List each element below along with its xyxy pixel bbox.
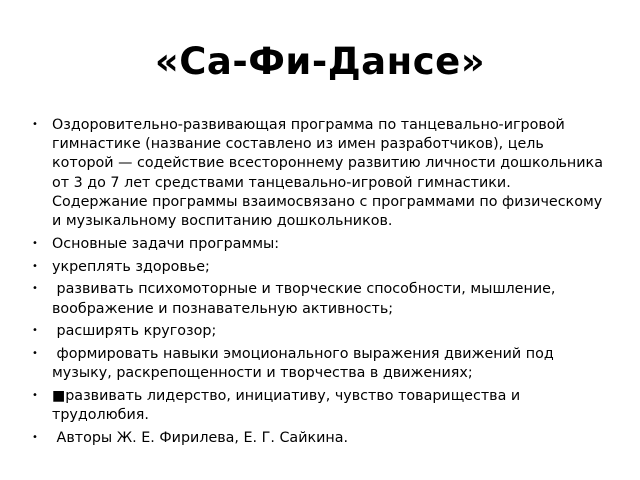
bullet-dot-icon: • xyxy=(32,260,38,272)
bullet-text: Основные задачи программы: xyxy=(52,235,280,252)
bullet-dot-icon: • xyxy=(32,390,38,402)
bullet-dot-icon: • xyxy=(32,432,38,444)
slide-title: «Са-Фи-Дансе» xyxy=(154,40,486,83)
bullet-text-content: развивать лидерство, инициативу, чувство товарищества и трудолюбия. xyxy=(52,388,525,424)
bullet-dot-icon: • xyxy=(32,119,38,130)
bullet-text: расширять кругозор; xyxy=(52,323,217,340)
bullet-item-expression xyxy=(30,345,605,383)
bullet-item-leadership xyxy=(30,387,605,425)
bullet-item-abilities xyxy=(30,280,605,318)
bullet-item-description xyxy=(30,116,608,231)
square-mark-icon: ■ xyxy=(52,388,66,405)
bullet-text: Авторы Ж. Е. Фирилева, Е. Г. Сайкина. xyxy=(52,430,349,447)
bullet-text: Оздоровительно-развивающая программа по танцевально-игровой гимнастике (название составлено из имен разработчиков), цель которой — содействие всестороннему развитию личности дошкольника от 3 до 7 лет средствами танцевально-игровой гимнастики. Содержание программы взаимосвязано с программами по физическому и музыкальному воспитанию дошкольников. xyxy=(52,117,608,230)
bullet-dot-icon: • xyxy=(32,283,38,295)
bullet-text: укреплять здоровье; xyxy=(52,258,210,275)
bullet-item-tasks-heading xyxy=(30,235,605,254)
bullet-text xyxy=(52,388,525,423)
bullet-dot-icon: • xyxy=(32,348,38,360)
bullet-item-health xyxy=(30,258,605,277)
bullet-item-authors xyxy=(30,429,605,448)
bullet-dot-icon: • xyxy=(32,237,38,249)
bullet-text: развивать психомоторные и творческие способности, мышление, воображение и познавательную активность; xyxy=(52,281,560,317)
bullet-list xyxy=(30,116,608,452)
bullet-item-horizons xyxy=(30,322,605,341)
bullet-dot-icon: • xyxy=(32,325,38,337)
bullet-text: формировать навыки эмоционального выражения движений под музыку, раскрепощенности и творчества в движениях; xyxy=(52,346,559,382)
